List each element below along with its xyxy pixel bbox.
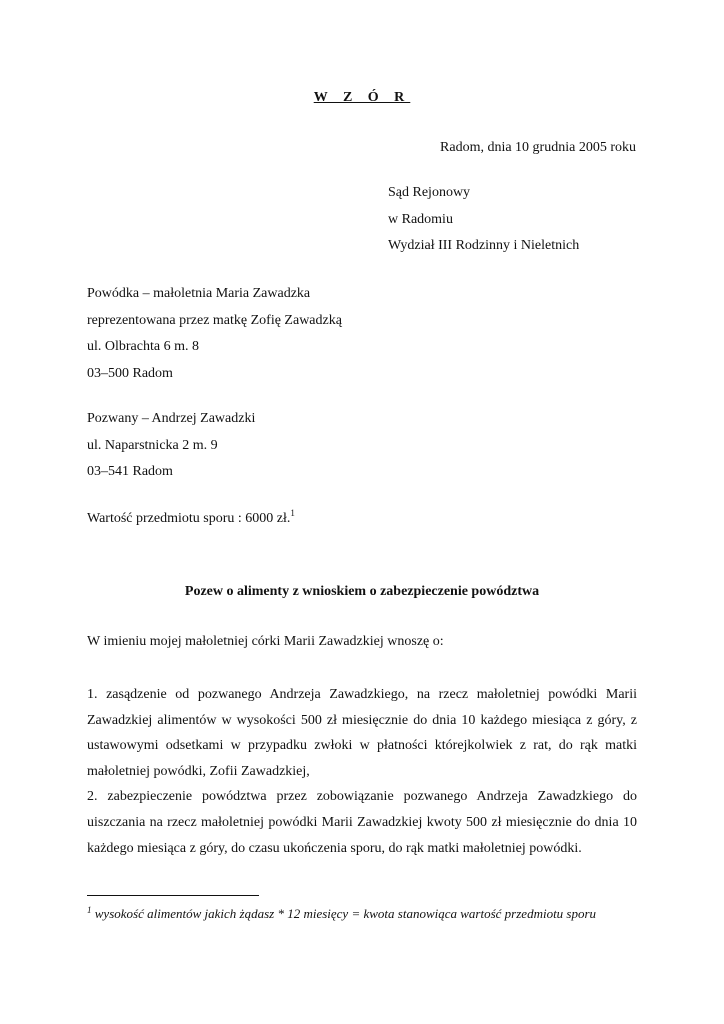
footnote-divider: [87, 895, 259, 896]
plaintiff-postal-city: 03–500 Radom: [87, 365, 173, 381]
defendant-block: [87, 406, 255, 486]
footnote: [87, 902, 647, 922]
plaintiff-street: ul. Olbrachta 6 m. 8: [87, 339, 199, 354]
document-title: W Z Ó R: [313, 90, 411, 105]
plaintiff-representative: reprezentowana przez matkę Zofię Zawadzką: [87, 312, 342, 328]
plaintiff-name: Powódka – małoletnia Maria Zawadzka: [87, 286, 311, 301]
defendant-street: ul. Naparstnicka 2 m. 9: [87, 437, 218, 453]
footnote-reference: 1: [290, 508, 295, 518]
footnote-text: wysokość alimentów jakich żądasz * 12 miesięcy = kwota stanowiąca wartość przedmiotu sporu: [91, 906, 597, 921]
defendant-postal-city: 03–541 Radom: [87, 464, 173, 479]
lawsuit-heading: Pozew o alimenty z wnioskiem o zabezpieczenie powództwa: [184, 584, 540, 599]
requests-list: [87, 682, 637, 861]
court-name: Sąd Rejonowy: [388, 185, 471, 200]
court-address: [388, 180, 579, 260]
place-and-date: Radom, dnia 10 grudnia 2005 roku: [440, 140, 636, 155]
footnote-marker: 1: [87, 905, 92, 915]
intro-paragraph: W imieniu mojej małoletniej córki Marii Zawadzkiej wnoszę o:: [87, 634, 444, 649]
request-item: 1. zasądzenie od pozwanego Andrzeja Zawadzkiego, na rzecz małoletniej powódki Marii Zawadzkiej alimentów w wysokości 500 zł miesięcznie do dnia 10 każdego miesiąca z góry, z ustawowymi odsetkami w przypadku zwłoki w płatności którejkolwiek z rat, do rąk matki małoletniej powódki, Zofii Zawadzkiej,: [87, 687, 637, 779]
court-division: Wydział III Rodzinny i Nieletnich: [388, 238, 580, 253]
claim-value: [87, 508, 295, 527]
defendant-name: Pozwany – Andrzej Zawadzki: [87, 411, 256, 426]
claim-value-text: Wartość przedmiotu sporu : 6000 zł.: [87, 511, 291, 526]
plaintiff-block: [87, 281, 342, 387]
request-item: 2. zabezpieczenie powództwa przez zobowiązanie pozwanego Andrzeja Zawadzkiego do uiszczania na rzecz małoletniej powódki Marii Zawadzkiej kwoty 500 zł miesięcznie do dnia 10 każdego miesiąca z góry, do czasu ukończenia sporu, do rąk matki małoletniej powódki.: [87, 789, 637, 856]
court-city: w Radomiu: [388, 211, 453, 227]
